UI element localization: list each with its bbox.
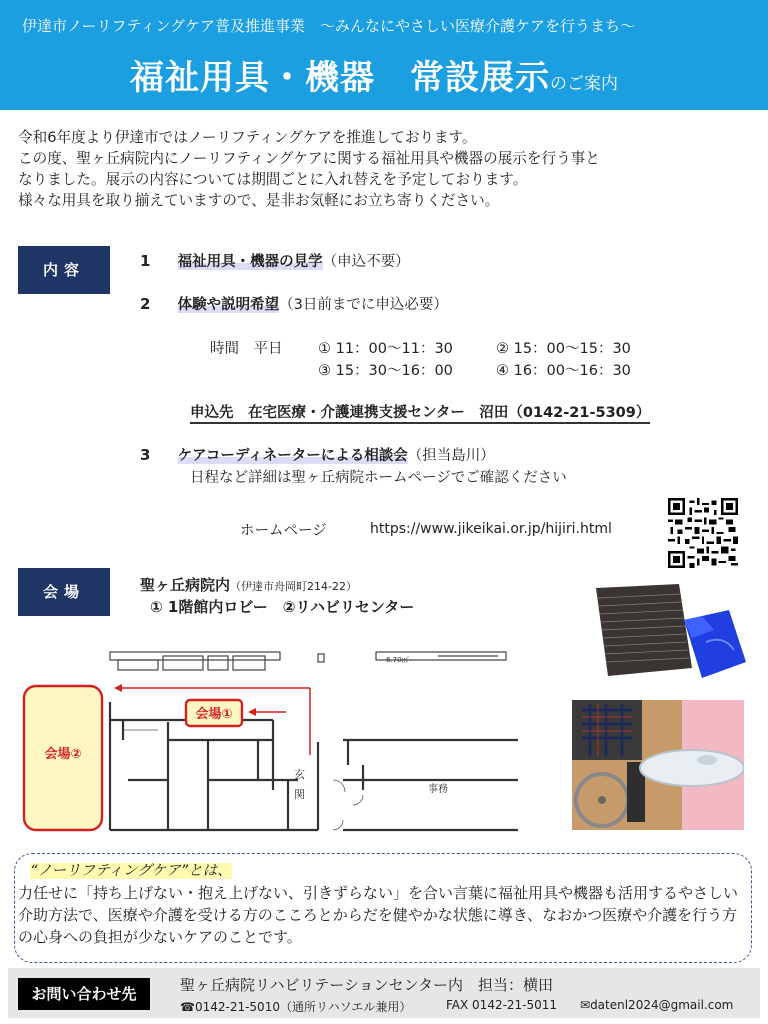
venue-tag: 会場 [18, 568, 110, 616]
intro-text [18, 127, 758, 211]
intro-line: なりました。展示の内容については期間ごとに入れ替えを予定しております。 [18, 171, 528, 188]
mail-icon: ✉ [580, 998, 591, 1012]
footer-fax: FAX 0142-21-5011 [446, 998, 558, 1012]
wheelchair-board-photo [572, 700, 744, 830]
footer-email[interactable]: datenl2024@gmail.com [590, 998, 734, 1012]
time-label: 時間 平日 [210, 341, 283, 357]
intro-line: 様々な用具を取り揃えていますので、是非お気軽にお立ち寄りください。 [18, 192, 500, 209]
slide-sheet-photo [584, 580, 752, 680]
venue-address: （伊達市舟岡町214-22） [230, 580, 357, 593]
homepage-url[interactable]: https://www.jikeikai.or.jp/hijiri.html [370, 521, 612, 537]
venue1-label: 会場① [195, 707, 233, 722]
page-title [130, 50, 618, 99]
inquiry-tag: お問い合わせ先 [18, 978, 150, 1010]
item-number: 3 [140, 446, 151, 464]
intro-line: この度、聖ヶ丘病院内にノーリフティングケアに関する福祉用具や機器の展示を行う事と [18, 150, 600, 167]
definition-title [28, 859, 234, 880]
phone-icon: ☎ [180, 1000, 195, 1014]
title-suffix: のご案内 [550, 74, 618, 94]
entrance-label-1: 玄 [294, 768, 305, 781]
venue-locations: ① 1階館内ロビー ②リハビリセンター [150, 598, 415, 616]
office-label: 事務 [428, 784, 448, 795]
item-number: 1 [140, 252, 151, 270]
footer-org: 聖ヶ丘病院リハビリテーションセンター内 担当：横田 [180, 976, 554, 994]
item-note: （3日前までに申込必要） [279, 297, 448, 313]
header-banner [0, 0, 768, 110]
item-title: ケアコーディネーターによる相談会 [177, 448, 408, 464]
venue2-label: 会場② [44, 747, 82, 762]
item-title: 福祉用具・機器の見学 [177, 254, 323, 270]
item-note: （申込不要） [322, 254, 410, 270]
venue-name: 聖ヶ丘病院内 [140, 576, 231, 594]
header-subtitle: 伊達市ノーリフティングケア普及推進事業 ～みんなにやさしい医療介護ケアを行うまち～ [22, 17, 636, 35]
qr-code-icon[interactable] [668, 498, 738, 568]
footer-tel-line [180, 998, 411, 1015]
definition-title-text: “ノーリフティングケア”とは、 [30, 863, 232, 879]
definition-body: 力任せに「持ち上げない・抱え上げない、引きずらない」を合い言葉に福祉用具や機器も活用するやさしい介助方法で、医療や介護を受ける方のこころとからだを健やかな状態に導き、なおかつ医療や介護を行う方の心身への負担が少ないケアのことです。 [18, 884, 739, 946]
floor-map [18, 630, 518, 840]
item-title: 体験や説明希望 [177, 297, 280, 313]
item3-detail: 日程など詳細は聖ヶ丘病院ホームページでご確認ください [190, 470, 567, 486]
content-item-1 [140, 250, 410, 271]
entrance-label-2: 関 [294, 788, 305, 801]
title-main: 福祉用具・機器 常設展示 [130, 58, 550, 98]
content-item-2 [140, 293, 448, 314]
time-slot: ③ 15：30～16：00 [318, 363, 453, 379]
time-slot: ② 15：00～15：30 [496, 341, 631, 357]
application-contact: 申込先 在宅医療・介護連携支援センター 沼田（0142-21-5309） [190, 401, 650, 424]
content-item-3 [140, 444, 495, 465]
contents-tag: 内容 [18, 246, 110, 294]
map-room-size: 6.70㎡ [386, 656, 409, 664]
item-number: 2 [140, 295, 151, 313]
footer-email-line [580, 998, 733, 1012]
venue-name-line [140, 574, 357, 595]
footer-tel[interactable]: 0142-21-5010（通所リハソエル兼用） [194, 1000, 412, 1014]
time-slot: ① 11：00～11：30 [318, 341, 453, 357]
time-slot: ④ 16：00～16：30 [496, 363, 631, 379]
item-note: （担当島川） [407, 448, 495, 464]
intro-line: 令和6年度より伊達市ではノーリフティングケアを推進しております。 [18, 129, 477, 146]
homepage-label: ホームページ [240, 523, 327, 539]
